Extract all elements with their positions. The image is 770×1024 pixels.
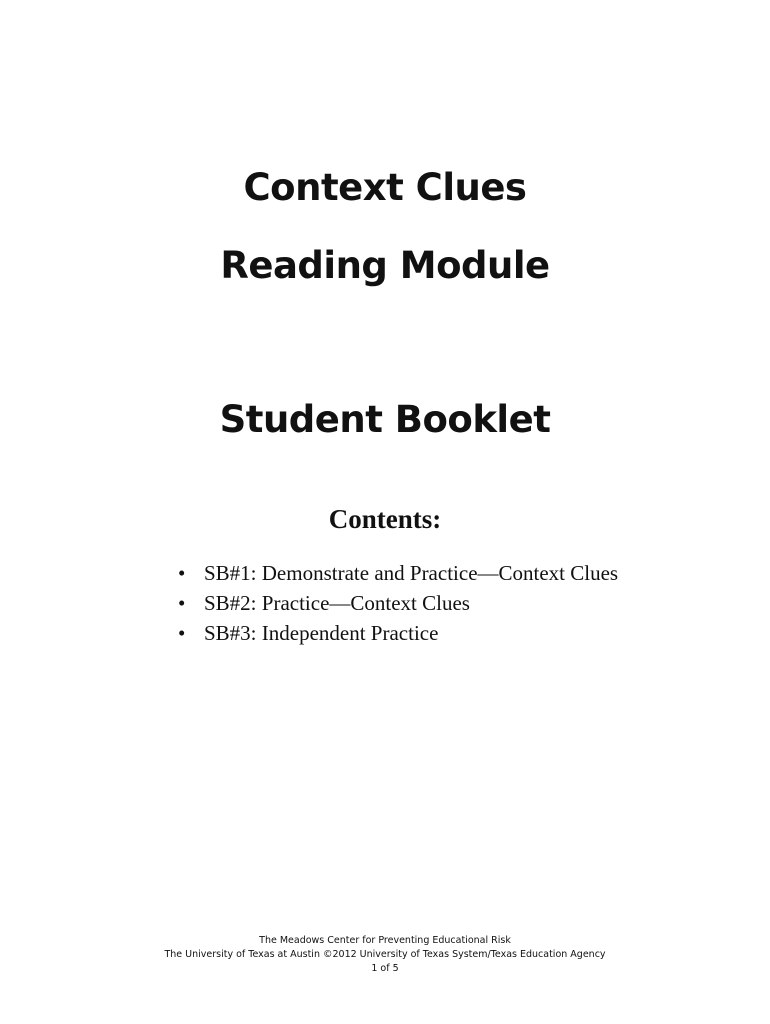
- booklet-title: Student Booklet: [219, 398, 551, 441]
- page-number: 1 of 5: [371, 963, 399, 974]
- bullet-icon: •: [178, 561, 186, 585]
- footer-organization: The Meadows Center for Preventing Educational Risk: [259, 935, 511, 946]
- bullet-icon: •: [178, 591, 186, 615]
- contents-heading: Contents:: [328, 504, 442, 534]
- contents-item-label: SB#2: Practice—Context Clues: [204, 591, 470, 615]
- bullet-icon: •: [178, 621, 186, 645]
- title-line-1: Context Clues: [243, 166, 527, 209]
- contents-item-label: SB#3: Independent Practice: [204, 621, 439, 645]
- contents-item: [178, 588, 618, 618]
- title-line-2: Reading Module: [220, 244, 550, 287]
- contents-item-label: SB#1: Demonstrate and Practice—Context Clues: [204, 561, 619, 585]
- contents-item: [178, 618, 618, 648]
- page-footer: [0, 934, 770, 976]
- contents-item: [178, 558, 618, 588]
- contents-list: [178, 558, 618, 648]
- footer-copyright: The University of Texas at Austin ©2012 University of Texas System/Texas Education Agency: [164, 949, 606, 960]
